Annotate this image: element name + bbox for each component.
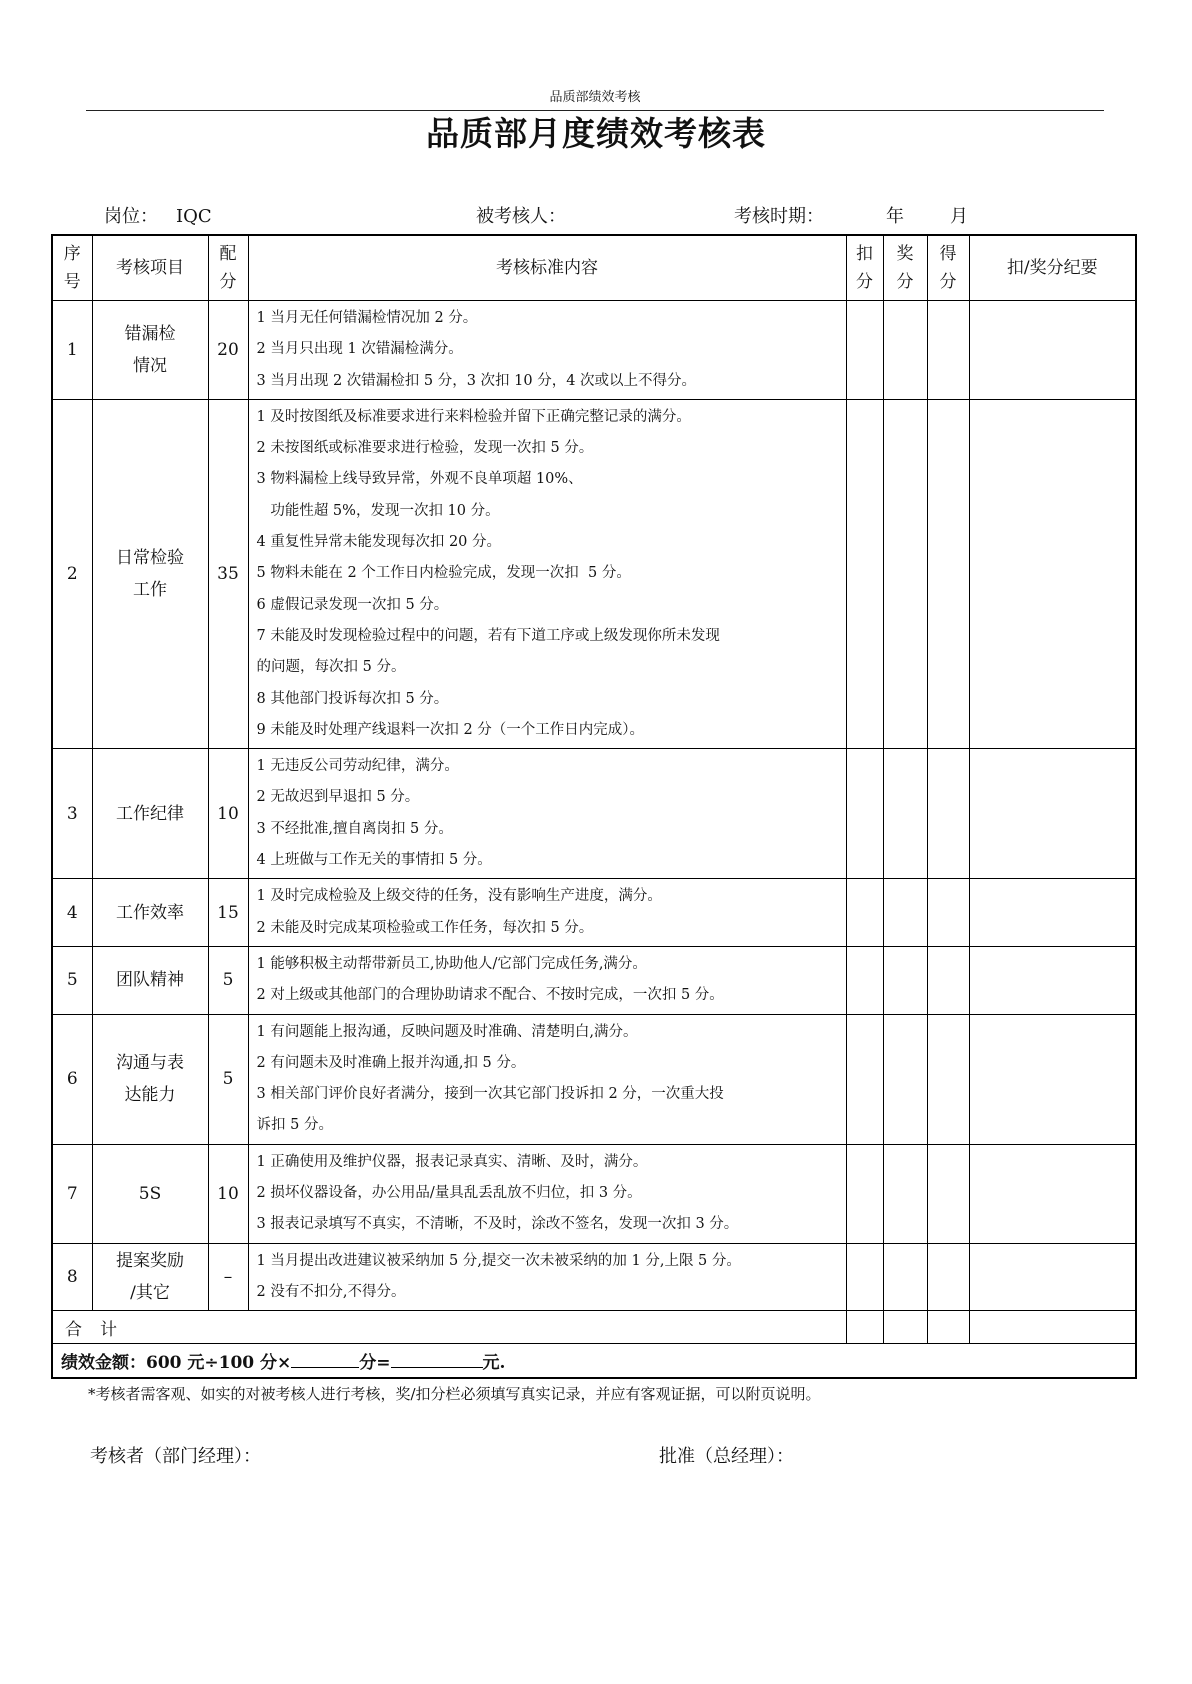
month-label: 月 — [950, 206, 968, 227]
row-seq: 3 — [52, 749, 92, 879]
remark-cell[interactable] — [969, 879, 1136, 947]
amount-blank[interactable] — [391, 1349, 483, 1368]
row-item: 错漏检 情况 — [92, 301, 208, 400]
criteria-line: 2 对上级或其他部门的合理协助请求不配合、不按时完成，一次扣 5 分。 — [256, 987, 724, 1004]
criteria-line: 3 当月出现 2 次错漏检扣 5 分，3 次扣 10 分，4 次或以上不得分。 — [256, 372, 697, 389]
remark-cell[interactable] — [969, 1243, 1136, 1311]
formula-row — [52, 1344, 1136, 1379]
score-cell[interactable] — [927, 946, 969, 1014]
position-value: IQC — [176, 206, 212, 227]
row-criteria — [248, 879, 846, 947]
row-item: 5S — [92, 1144, 208, 1243]
row-points: 5 — [208, 946, 248, 1014]
row-seq: 6 — [52, 1014, 92, 1144]
criteria-line: 2 未能及时完成某项检验或工作任务，每次扣 5 分。 — [256, 919, 594, 936]
deduct-cell[interactable] — [846, 1243, 883, 1311]
bonus-cell[interactable] — [883, 749, 927, 879]
criteria-line: 功能性超 5%，发现一次扣 10 分。 — [256, 502, 500, 519]
score-cell[interactable] — [927, 749, 969, 879]
table-row — [52, 301, 1136, 400]
table-row — [52, 399, 1136, 748]
deduct-cell[interactable] — [846, 1014, 883, 1144]
row-criteria — [248, 749, 846, 879]
row-points: 5 — [208, 1014, 248, 1144]
row-points: 10 — [208, 749, 248, 879]
deduct-cell[interactable] — [846, 749, 883, 879]
remark-cell[interactable] — [969, 749, 1136, 879]
row-seq: 8 — [52, 1243, 92, 1311]
performance-amount-formula — [52, 1344, 1136, 1379]
row-item: 团队精神 — [92, 946, 208, 1014]
criteria-line: 4 上班做与工作无关的事情扣 5 分。 — [256, 852, 492, 869]
header-seq: 序号 — [52, 235, 92, 301]
row-points: 15 — [208, 879, 248, 947]
remark-cell[interactable] — [969, 399, 1136, 748]
assessment-table — [51, 234, 1137, 1379]
criteria-line: 2 当月只出现 1 次错漏检满分。 — [256, 341, 463, 358]
score-cell[interactable] — [927, 301, 969, 400]
criteria-line: 2 未按图纸或标准要求进行检验，发现一次扣 5 分。 — [256, 440, 594, 457]
remark-cell[interactable] — [969, 1144, 1136, 1243]
header-deduct: 扣分 — [846, 235, 883, 301]
criteria-line: 3 不经批准,擅自离岗扣 5 分。 — [256, 820, 453, 837]
criteria-line: 7 未能及时发现检验过程中的问题，若有下道工序或上级发现你所未发现 — [256, 627, 720, 644]
header-remark: 扣/奖分纪要 — [969, 235, 1136, 301]
assessor-signature-label: 考核者（部门经理）： — [90, 1446, 261, 1467]
score-blank[interactable] — [291, 1349, 359, 1368]
row-criteria — [248, 399, 846, 748]
remark-cell[interactable] — [969, 1014, 1136, 1144]
total-row — [52, 1311, 1136, 1344]
formula-mid: 分= — [359, 1353, 391, 1374]
score-cell[interactable] — [927, 399, 969, 748]
year-label: 年 — [886, 206, 904, 227]
remark-cell[interactable] — [969, 946, 1136, 1014]
header-score: 得分 — [927, 235, 969, 301]
row-points: 35 — [208, 399, 248, 748]
criteria-line: 1 及时完成检验及上级交待的任务，没有影响生产进度，满分。 — [256, 888, 662, 905]
row-criteria — [248, 1144, 846, 1243]
criteria-line: 1 当月提出改进建议被采纳加 5 分,提交一次未被采纳的加 1 分,上限 5 分。 — [256, 1252, 741, 1269]
formula-suffix: 元. — [482, 1353, 506, 1374]
bonus-cell[interactable] — [883, 1144, 927, 1243]
period-label: 考核时期： — [734, 206, 824, 227]
total-score-cell[interactable] — [927, 1311, 969, 1344]
table-row — [52, 1014, 1136, 1144]
position-label: 岗位： — [104, 206, 158, 227]
criteria-line: 2 没有不扣分,不得分。 — [256, 1283, 406, 1300]
info-row — [104, 204, 1132, 230]
total-label: 合计 — [52, 1311, 846, 1344]
deduct-cell[interactable] — [846, 879, 883, 947]
criteria-line: 2 损坏仪器设备，办公用品/量具乱丢乱放不归位，扣 3 分。 — [256, 1185, 642, 1202]
row-item: 工作效率 — [92, 879, 208, 947]
row-item: 工作纪律 — [92, 749, 208, 879]
criteria-line: 6 虚假记录发现一次扣 5 分。 — [256, 596, 449, 613]
criteria-line: 5 物料未能在 2 个工作日内检验完成，发现一次扣 5 分。 — [256, 565, 631, 582]
footnote: *考核者需客观、如实的对被考核人进行考核，奖/扣分栏必须填写真实记录，并应有客观证据，可以附页说明。 — [88, 1385, 821, 1403]
score-cell[interactable] — [927, 1144, 969, 1243]
table-header-row — [52, 235, 1136, 301]
criteria-line: 的问题，每次扣 5 分。 — [256, 659, 406, 676]
row-criteria — [248, 301, 846, 400]
row-item: 沟通与表 达能力 — [92, 1014, 208, 1144]
assessee-label: 被考核人： — [476, 206, 566, 227]
bonus-cell[interactable] — [883, 399, 927, 748]
bonus-cell[interactable] — [883, 1243, 927, 1311]
criteria-line: 1 有问题能上报沟通，反映问题及时准确、清楚明白,满分。 — [256, 1023, 638, 1040]
score-cell[interactable] — [927, 879, 969, 947]
criteria-line: 1 无违反公司劳动纪律，满分。 — [256, 758, 459, 775]
row-seq: 4 — [52, 879, 92, 947]
row-points: 20 — [208, 301, 248, 400]
table-row — [52, 1144, 1136, 1243]
header-item: 考核项目 — [92, 235, 208, 301]
header-bonus: 奖分 — [883, 235, 927, 301]
row-criteria — [248, 946, 846, 1014]
header-criteria: 考核标准内容 — [248, 235, 846, 301]
row-item: 提案奖励 /其它 — [92, 1243, 208, 1311]
criteria-line: 9 未能及时处理产线退料一次扣 2 分（一个工作日内完成）。 — [256, 721, 645, 738]
criteria-line: 3 物料漏检上线导致异常，外观不良单项超 10%、 — [256, 471, 583, 488]
bonus-cell[interactable] — [883, 946, 927, 1014]
table-row — [52, 749, 1136, 879]
row-criteria — [248, 1014, 846, 1144]
bonus-cell[interactable] — [883, 301, 927, 400]
remark-cell[interactable] — [969, 301, 1136, 400]
page-title: 品质部月度绩效考核表 — [426, 114, 766, 153]
header-points: 配分 — [208, 235, 248, 301]
row-seq: 5 — [52, 946, 92, 1014]
row-seq: 1 — [52, 301, 92, 400]
total-deduct-cell[interactable] — [846, 1311, 883, 1344]
criteria-line: 3 相关部门评价良好者满分，接到一次其它部门投诉扣 2 分，一次重大投 — [256, 1086, 724, 1103]
table-row — [52, 879, 1136, 947]
score-cell[interactable] — [927, 1243, 969, 1311]
criteria-line: 1 及时按图纸及标准要求进行来料检验并留下正确完整记录的满分。 — [256, 408, 691, 425]
criteria-line: 1 正确使用及维护仪器，报表记录真实、清晰、及时，满分。 — [256, 1153, 648, 1170]
deduct-cell[interactable] — [846, 301, 883, 400]
table-row — [52, 1243, 1136, 1311]
score-cell[interactable] — [927, 1014, 969, 1144]
criteria-line: 8 其他部门投诉每次扣 5 分。 — [256, 690, 449, 707]
criteria-line: 诉扣 5 分。 — [256, 1117, 333, 1134]
bonus-cell[interactable] — [883, 1014, 927, 1144]
criteria-line: 3 报表记录填写不真实，不清晰，不及时，涂改不签名，发现一次扣 3 分。 — [256, 1216, 739, 1233]
row-criteria — [248, 1243, 846, 1311]
criteria-line: 4 重复性异常未能发现每次扣 20 分。 — [256, 534, 502, 551]
row-item: 日常检验 工作 — [92, 399, 208, 748]
total-remark-cell[interactable] — [969, 1311, 1136, 1344]
deduct-cell[interactable] — [846, 399, 883, 748]
row-seq: 7 — [52, 1144, 92, 1243]
formula-prefix: 绩效金额：600 元÷100 分× — [61, 1353, 292, 1374]
criteria-line: 1 当月无任何错漏检情况加 2 分。 — [256, 310, 478, 326]
criteria-line: 2 无故迟到早退扣 5 分。 — [256, 789, 420, 806]
row-points: 10 — [208, 1144, 248, 1243]
table-row — [52, 946, 1136, 1014]
approver-signature-label: 批准（总经理）： — [659, 1446, 794, 1467]
criteria-line: 2 有问题未及时准确上报并沟通,扣 5 分。 — [256, 1054, 526, 1071]
total-bonus-cell[interactable] — [883, 1311, 927, 1344]
deduct-cell[interactable] — [846, 946, 883, 1014]
row-points: – — [208, 1243, 248, 1311]
running-header: 品质部绩效考核 — [549, 90, 641, 105]
deduct-cell[interactable] — [846, 1144, 883, 1243]
bonus-cell[interactable] — [883, 879, 927, 947]
criteria-line: 1 能够积极主动帮带新员工,协助他人/它部门完成任务,满分。 — [256, 955, 647, 972]
row-seq: 2 — [52, 399, 92, 748]
